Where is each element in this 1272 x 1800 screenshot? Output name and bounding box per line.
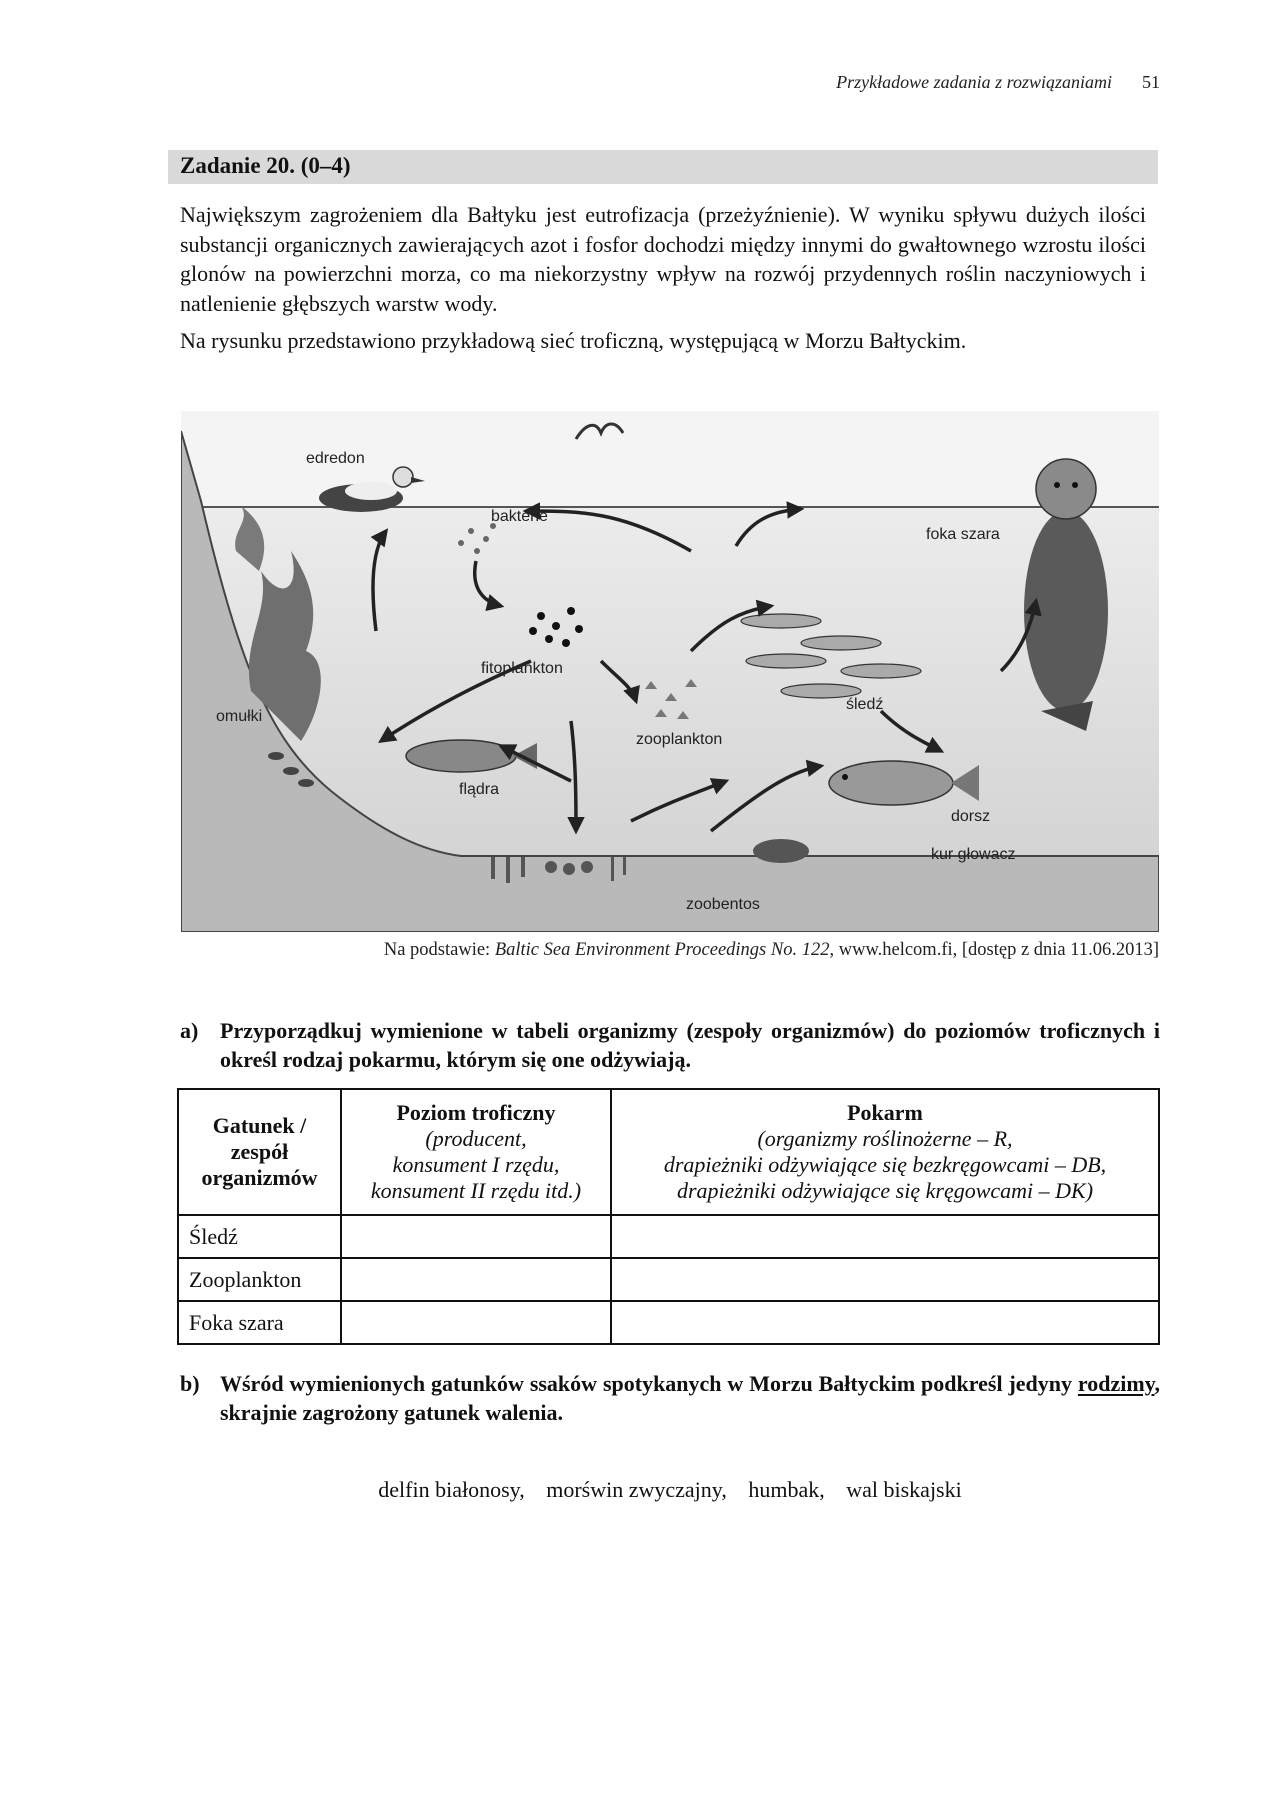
- answer-cell-pokarm[interactable]: [611, 1301, 1159, 1344]
- row-organism: Foka szara: [178, 1301, 341, 1344]
- header-pokarm-line-2: drapieżniki odżywiające się bezkręgowcami – DB,: [663, 1152, 1107, 1177]
- caption-source-title: Baltic Sea Environment Proceedings No. 122: [494, 940, 830, 960]
- table-row: [178, 1215, 1159, 1258]
- label-dorsz: dorsz: [951, 808, 991, 825]
- answer-cell-poziom[interactable]: [341, 1301, 611, 1344]
- label-sledz: śledź: [846, 696, 884, 713]
- label-edredon: edredon: [306, 450, 365, 467]
- header-poziom-line-2: konsument I rzędu,: [392, 1152, 560, 1177]
- part-b-label: b): [180, 1371, 200, 1396]
- label-omulki: omułki: [216, 708, 263, 725]
- table-row: [178, 1301, 1159, 1344]
- answer-cell-poziom[interactable]: [341, 1258, 611, 1301]
- answer-cell-pokarm[interactable]: [611, 1258, 1159, 1301]
- answer-cell-poziom[interactable]: [341, 1215, 611, 1258]
- answer-table: [177, 1088, 1160, 1345]
- table-header-row: [178, 1089, 1159, 1215]
- header-poziom: [341, 1089, 611, 1215]
- option-morswin[interactable]: morświn zwyczajny,: [546, 1477, 727, 1502]
- header-poziom-line-1: (producent,: [425, 1126, 527, 1151]
- header-gatunek-text: Gatunek / zespół organizmów: [201, 1113, 318, 1190]
- label-foka: foka szara: [926, 526, 1000, 543]
- label-zooplankton: zooplankton: [636, 731, 723, 748]
- part-b-text: [220, 1369, 1160, 1427]
- page-number: 51: [1142, 72, 1160, 92]
- part-a-label: a): [180, 1018, 199, 1043]
- food-web-figure: [181, 411, 1159, 932]
- label-kur: kur głowacz: [931, 846, 1016, 863]
- header-pokarm-line-1: (organizmy roślinożerne – R,: [757, 1126, 1013, 1151]
- intro-paragraph-1: Największym zagrożeniem dla Bałtyku jest eutrofizacja (przeżyźnienie). W wyniku spływu dużych ilości substancji organicznych zawierających azot i fosfor dochodzi między innymi do gwałtownego wzrostu ilości glonów na powierzchni morza, co ma niekorzystny wpływ na rozwój przydennych roślin naczyniowych i natlenienie głębszych warstw wody.: [180, 202, 1146, 316]
- running-header: [700, 72, 1160, 102]
- part-b-underlined-word: rodzimy: [1077, 1371, 1155, 1396]
- caption-suffix: , www.helcom.fi, [dostęp z dnia 11.06.2013]: [829, 940, 1159, 960]
- header-pokarm: [611, 1089, 1159, 1215]
- task-intro: [180, 200, 1146, 356]
- part-b-text-before: Wśród wymienionych gatunków ssaków spotykanych w Morzu Bałtyckim podkreśl jedyny: [220, 1371, 1078, 1396]
- part-a-text: Przyporządkuj wymienione w tabeli organizmy (zespoły organizmów) do poziomów troficznych i określ rodzaj pokarmu, którym się one odżywiają.: [220, 1018, 1160, 1072]
- label-fladra: flądra: [459, 781, 500, 798]
- intro-paragraph-2: Na rysunku przedstawiono przykładową sieć troficzną, występującą w Morzu Bałtyckim.: [180, 328, 967, 353]
- option-wal[interactable]: wal biskajski: [846, 1477, 962, 1502]
- part-b: [180, 1369, 1160, 1427]
- label-zoobentos: zoobentos: [686, 896, 760, 913]
- label-bakterie: bakterie: [491, 508, 548, 525]
- header-poziom-line-3: konsument II rzędu itd.): [370, 1178, 582, 1203]
- header-pokarm-line-3: drapieżniki odżywiające się kręgowcami – DK): [676, 1178, 1094, 1203]
- row-organism: Śledź: [178, 1215, 341, 1258]
- part-b-text-after: , skrajnie zagrożony gatunek walenia.: [220, 1371, 1160, 1425]
- label-fitoplankton: fitoplankton: [481, 660, 563, 677]
- option-delfin[interactable]: delfin białonosy,: [378, 1477, 525, 1502]
- task-title: Zadanie 20. (0–4): [180, 153, 351, 178]
- header-gatunek: [178, 1089, 341, 1215]
- header-poziom-title: Poziom troficzny: [396, 1100, 556, 1125]
- header-pokarm-title: Pokarm: [847, 1100, 923, 1125]
- mammal-options: [180, 1477, 1160, 1503]
- row-organism: Zooplankton: [178, 1258, 341, 1301]
- table-row: [178, 1258, 1159, 1301]
- kur-sculpin-icon: [753, 839, 809, 863]
- option-humbak[interactable]: humbak,: [748, 1477, 825, 1502]
- caption-prefix: Na podstawie:: [383, 940, 495, 960]
- part-a: [180, 1016, 1160, 1074]
- figure-caption: [181, 940, 1159, 961]
- answer-cell-pokarm[interactable]: [611, 1215, 1159, 1258]
- running-title: Przykładowe zadania z rozwiązaniami: [836, 72, 1112, 92]
